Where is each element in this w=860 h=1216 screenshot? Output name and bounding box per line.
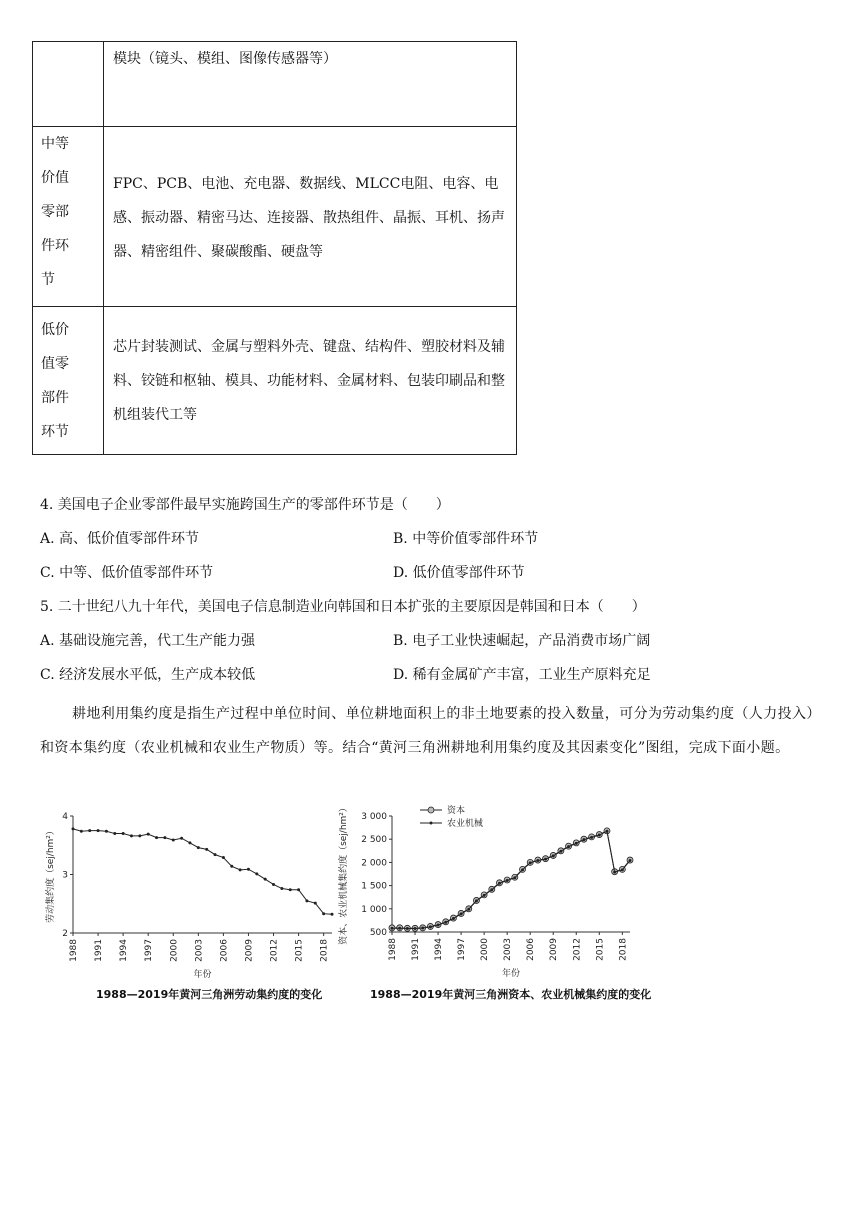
data-point	[521, 868, 524, 871]
data-point	[452, 917, 455, 920]
table-row	[33, 42, 517, 127]
data-point	[122, 832, 125, 835]
x-tick-label: 2006	[219, 939, 230, 962]
data-point	[513, 876, 516, 879]
y-tick-label: 2	[62, 929, 68, 939]
question-4-option-d[interactable]: D. 低价值零部件环节	[393, 565, 525, 581]
x-tick-label: 1988	[388, 938, 398, 961]
row-content: FPC、PCB、电池、充电器、数据线、MLCC电阻、电容、电感、振动器、精密马达、连接器、散热组件、晶振、耳机、扬声器、精密组件、聚碳酸酯、硬盘等	[104, 127, 517, 307]
data-point	[475, 899, 478, 902]
data-point	[598, 834, 601, 837]
data-point	[621, 868, 624, 871]
table-row	[33, 307, 517, 455]
question-4-option-a[interactable]: A. 高、低价值零部件环节	[40, 531, 200, 547]
data-point	[72, 827, 75, 830]
x-tick-label: 2000	[480, 938, 491, 961]
data-point	[105, 830, 108, 833]
data-point	[322, 912, 325, 915]
x-tick-label: 2015	[595, 938, 606, 961]
x-tick-label: 2009	[244, 939, 255, 962]
data-point	[483, 894, 486, 897]
x-tick-label: 1991	[411, 938, 422, 961]
data-point	[314, 902, 317, 905]
data-point	[605, 830, 608, 833]
data-point	[205, 848, 208, 851]
data-point	[398, 927, 401, 930]
data-point	[529, 861, 532, 864]
data-point	[506, 879, 509, 882]
x-tick-label: 1988	[69, 939, 79, 962]
question-4-option-b[interactable]: B. 中等价值零部件环节	[393, 531, 539, 547]
data-point	[264, 878, 267, 881]
data-point	[289, 888, 292, 891]
data-point	[230, 865, 233, 868]
question-5-option-d[interactable]: D. 稀有金属矿产丰富，工业生产原料充足	[393, 667, 651, 683]
component-table	[32, 41, 517, 455]
data-point	[147, 833, 150, 836]
x-tick-label: 2018	[319, 939, 330, 962]
data-point	[130, 834, 133, 837]
y-tick-label: 1 500	[361, 881, 387, 892]
x-tick-label: 1994	[119, 939, 130, 962]
legend-marker	[428, 807, 434, 813]
data-point	[297, 888, 300, 891]
data-point	[406, 927, 409, 930]
table-row	[33, 127, 517, 307]
data-point	[180, 837, 183, 840]
labor-intensity-chart	[40, 806, 340, 986]
x-tick-label: 2009	[549, 938, 560, 961]
row-label: 低价 值零 部件 环节	[33, 307, 104, 455]
data-point	[222, 856, 225, 859]
data-point	[575, 842, 578, 845]
data-point	[590, 836, 593, 839]
data-point	[498, 882, 501, 885]
data-point	[188, 841, 191, 844]
data-point	[113, 832, 116, 835]
data-point	[305, 899, 308, 902]
passage-text: 耕地利用集约度是指生产过程中单位时间、单位耕地面积上的非土地要素的投入数量，可分为劳动集约度（人力投入）和资本集约度（农业机械和农业生产物质）等。结合“黄河三角洲耕地利用集约度及其因素变化”图组，完成下面小题。	[40, 706, 814, 756]
x-tick-label: 2000	[169, 939, 180, 962]
data-point	[80, 830, 83, 833]
series-line	[392, 831, 630, 928]
x-tick-label: 2003	[194, 939, 205, 962]
x-axis-label: 年份	[193, 970, 212, 980]
x-tick-label: 2012	[269, 939, 280, 962]
x-axis-label: 年份	[501, 969, 521, 979]
data-point	[172, 838, 175, 841]
legend-label: 农业机械	[447, 819, 484, 829]
data-point	[247, 868, 250, 871]
row-content: 芯片封装测试、金属与塑料外壳、键盘、结构件、塑胶材料及辅料、铰链和枢轴、模具、功能材料、金属材料、包装印刷品和整机组装代工等	[104, 307, 517, 455]
data-point	[437, 924, 440, 927]
data-point	[421, 927, 424, 930]
row-content: 模块（镜头、模组、图像传感器等）	[104, 42, 517, 127]
data-point	[391, 927, 394, 930]
data-point	[163, 836, 166, 839]
y-tick-label: 4	[62, 812, 68, 822]
data-point	[280, 887, 283, 890]
series-line	[73, 829, 332, 914]
data-point	[214, 853, 217, 856]
data-point	[613, 871, 616, 874]
data-point	[460, 912, 463, 915]
data-point	[88, 829, 91, 832]
chart-1-caption: 1988—2019年黄河三角洲劳动集约度的变化	[96, 988, 323, 1001]
y-tick-label: 1 000	[361, 904, 387, 915]
data-point	[552, 854, 555, 857]
data-point	[544, 858, 547, 861]
data-point	[559, 850, 562, 853]
x-tick-label: 1991	[94, 939, 105, 962]
data-point	[429, 925, 432, 928]
data-point	[582, 838, 585, 841]
data-point	[255, 872, 258, 875]
chart-2-caption: 1988—2019年黄河三角洲资本、农业机械集约度的变化	[370, 988, 652, 1001]
y-tick-label: 3	[62, 870, 68, 881]
legend-label: 资本	[447, 806, 466, 816]
question-5-option-c[interactable]: C. 经济发展水平低，生产成本较低	[40, 667, 256, 683]
y-tick-label: 2 000	[361, 858, 387, 869]
data-point	[414, 927, 417, 930]
data-point	[272, 883, 275, 886]
data-point	[444, 921, 447, 924]
x-tick-label: 1994	[434, 938, 445, 961]
row-label	[33, 42, 104, 127]
question-5-option-b[interactable]: B. 电子工业快速崛起，产品消费市场广阔	[393, 633, 651, 649]
question-4-option-c[interactable]: C. 中等、低价值零部件环节	[40, 565, 214, 581]
question-4-stem: 4. 美国电子企业零部件最早实施跨国生产的零部件环节是（ ）	[40, 497, 450, 513]
data-point	[331, 913, 334, 916]
data-point	[138, 834, 141, 837]
y-axis-label: 资本、农业机械集约度（sej/hm²）	[339, 803, 349, 945]
data-point	[567, 845, 570, 848]
x-tick-label: 2003	[503, 938, 514, 961]
y-tick-label: 3 000	[361, 812, 387, 822]
data-point	[536, 859, 539, 862]
y-axis-label: 劳动集约度（sej/hm²）	[46, 826, 56, 923]
y-tick-label: 2 500	[361, 835, 387, 846]
legend-marker	[430, 822, 433, 825]
x-tick-label: 2012	[572, 938, 583, 961]
data-point	[490, 888, 493, 891]
x-tick-label: 1997	[144, 939, 155, 962]
capital-machinery-chart	[336, 800, 646, 986]
data-point	[629, 859, 632, 862]
data-point	[155, 836, 158, 839]
x-tick-label: 2006	[526, 938, 537, 961]
data-point	[239, 868, 242, 871]
data-point	[467, 908, 470, 911]
y-tick-label: 500	[369, 928, 387, 938]
x-tick-label: 2015	[294, 939, 305, 962]
row-label: 中等 价值 零部 件环 节	[33, 127, 104, 307]
x-tick-label: 1997	[457, 938, 468, 961]
question-5-stem: 5. 二十世纪八九十年代，美国电子信息制造业向韩国和日本扩张的主要原因是韩国和日本（ ）	[40, 599, 646, 615]
data-point	[197, 846, 200, 849]
x-tick-label: 2018	[618, 938, 629, 961]
question-5-option-a[interactable]: A. 基础设施完善，代工生产能力强	[40, 633, 256, 649]
data-point	[97, 829, 100, 832]
